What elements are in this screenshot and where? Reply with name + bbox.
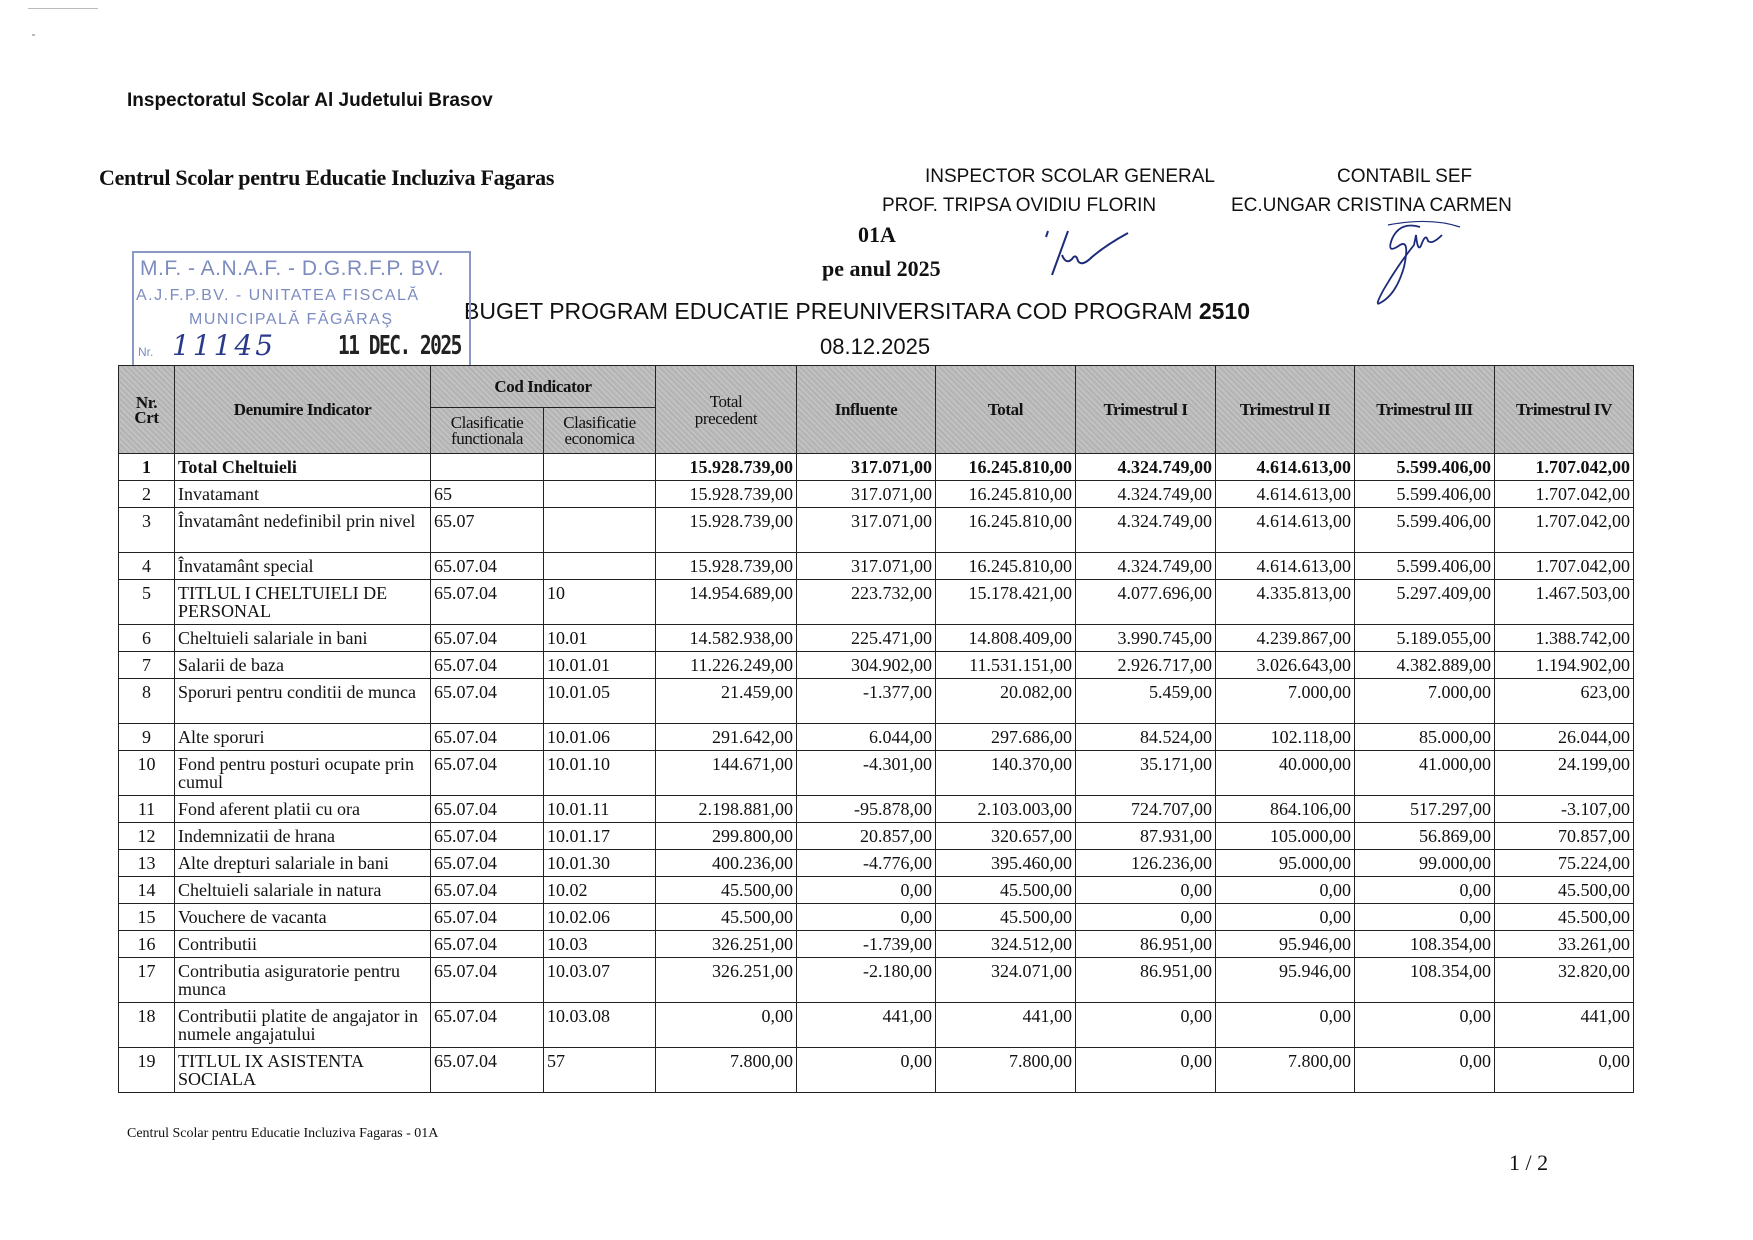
cell-nr: 4 — [119, 553, 175, 580]
cell-trim3: 56.869,00 — [1355, 823, 1495, 850]
cell-nr: 18 — [119, 1003, 175, 1048]
cell-nr: 1 — [119, 454, 175, 481]
cell-trim1: 2.926.717,00 — [1076, 652, 1216, 679]
cell-denumire: Fond pentru posturi ocupate prin cumul — [175, 751, 431, 796]
cell-clasificatie-economica: 10.01.06 — [544, 724, 656, 751]
cell-influente: 304.902,00 — [797, 652, 936, 679]
cell-total: 140.370,00 — [936, 751, 1076, 796]
cell-influente: 317.071,00 — [797, 481, 936, 508]
cell-total: 20.082,00 — [936, 679, 1076, 724]
cell-trim2: 4.614.613,00 — [1216, 481, 1355, 508]
header-total-precedent: Total precedent — [656, 366, 797, 454]
cell-trim2: 95.946,00 — [1216, 958, 1355, 1003]
scan-artifact — [28, 8, 98, 9]
table-row — [119, 850, 1634, 877]
cell-influente: 225.471,00 — [797, 625, 936, 652]
cell-influente: 317.071,00 — [797, 508, 936, 553]
cell-clasificatie-functionala: 65.07.04 — [431, 904, 544, 931]
cell-total-precedent: 299.800,00 — [656, 823, 797, 850]
cell-trim3: 41.000,00 — [1355, 751, 1495, 796]
cell-nr: 7 — [119, 652, 175, 679]
cell-clasificatie-economica: 10 — [544, 580, 656, 625]
cell-trim4: 1.467.503,00 — [1495, 580, 1634, 625]
cell-trim3: 0,00 — [1355, 904, 1495, 931]
cell-clasificatie-functionala: 65.07.04 — [431, 625, 544, 652]
cell-clasificatie-economica: 10.01 — [544, 625, 656, 652]
registration-stamp — [132, 251, 471, 365]
header-clasificatie-economica: Clasificatie economica — [544, 408, 656, 454]
cell-trim3: 7.000,00 — [1355, 679, 1495, 724]
program-title-text: BUGET PROGRAM EDUCATIE PREUNIVERSITARA COD PROGRAM — [464, 298, 1199, 324]
page-number: 1 / 2 — [1509, 1150, 1549, 1175]
cell-trim1: 4.077.696,00 — [1076, 580, 1216, 625]
cell-total-precedent: 15.928.739,00 — [656, 553, 797, 580]
cell-nr: 19 — [119, 1048, 175, 1093]
table-row — [119, 454, 1634, 481]
cell-clasificatie-economica — [544, 553, 656, 580]
cell-total: 16.245.810,00 — [936, 508, 1076, 553]
cell-denumire: Învatamânt special — [175, 553, 431, 580]
cell-clasificatie-economica: 10.01.30 — [544, 850, 656, 877]
cell-total: 7.800,00 — [936, 1048, 1076, 1093]
cell-denumire: Salarii de baza — [175, 652, 431, 679]
cell-trim2: 0,00 — [1216, 904, 1355, 931]
cell-trim1: 724.707,00 — [1076, 796, 1216, 823]
cell-trim2: 4.239.867,00 — [1216, 625, 1355, 652]
cell-total-precedent: 15.928.739,00 — [656, 508, 797, 553]
cell-influente: -1.739,00 — [797, 931, 936, 958]
cell-total-precedent: 45.500,00 — [656, 877, 797, 904]
cell-total-precedent: 14.954.689,00 — [656, 580, 797, 625]
cell-clasificatie-functionala: 65.07.04 — [431, 679, 544, 724]
cell-clasificatie-functionala: 65.07.04 — [431, 931, 544, 958]
cell-denumire: Cheltuieli salariale in natura — [175, 877, 431, 904]
document-date: 08.12.2025 — [820, 334, 931, 359]
cell-total: 324.512,00 — [936, 931, 1076, 958]
cell-influente: 0,00 — [797, 877, 936, 904]
cell-denumire: TITLUL IX ASISTENTA SOCIALA — [175, 1048, 431, 1093]
inspector-name: PROF. TRIPSA OVIDIU FLORIN — [882, 195, 1157, 216]
header-clasificatie-functionala: Clasificatie functionala — [431, 408, 544, 454]
cell-clasificatie-functionala: 65.07.04 — [431, 724, 544, 751]
cell-trim3: 99.000,00 — [1355, 850, 1495, 877]
cell-trim4: 45.500,00 — [1495, 904, 1634, 931]
cell-trim1: 84.524,00 — [1076, 724, 1216, 751]
cell-trim1: 4.324.749,00 — [1076, 508, 1216, 553]
cell-trim2: 102.118,00 — [1216, 724, 1355, 751]
cell-trim2: 105.000,00 — [1216, 823, 1355, 850]
cell-trim2: 7.800,00 — [1216, 1048, 1355, 1093]
cell-trim4: 1.707.042,00 — [1495, 508, 1634, 553]
cell-trim3: 517.297,00 — [1355, 796, 1495, 823]
cell-total: 297.686,00 — [936, 724, 1076, 751]
cell-clasificatie-economica: 10.02 — [544, 877, 656, 904]
cell-denumire: Contributia asiguratorie pentru munca — [175, 958, 431, 1003]
accountant-role: CONTABIL SEF — [1337, 166, 1473, 187]
cell-clasificatie-functionala: 65.07.04 — [431, 796, 544, 823]
cell-clasificatie-functionala: 65.07.04 — [431, 1003, 544, 1048]
cell-denumire: Indemnizatii de hrana — [175, 823, 431, 850]
cell-influente: 223.732,00 — [797, 580, 936, 625]
cell-total: 395.460,00 — [936, 850, 1076, 877]
header-trim4: Trimestrul IV — [1495, 366, 1634, 454]
cell-total-precedent: 15.928.739,00 — [656, 454, 797, 481]
cell-trim3: 5.189.055,00 — [1355, 625, 1495, 652]
cell-trim1: 0,00 — [1076, 1003, 1216, 1048]
table-row — [119, 508, 1634, 553]
cell-trim2: 0,00 — [1216, 877, 1355, 904]
cell-clasificatie-economica — [544, 508, 656, 553]
cell-clasificatie-economica: 10.03.08 — [544, 1003, 656, 1048]
cell-nr: 10 — [119, 751, 175, 796]
cell-trim3: 5.599.406,00 — [1355, 553, 1495, 580]
table-header-row — [119, 366, 1634, 408]
cell-trim4: 33.261,00 — [1495, 931, 1634, 958]
cell-trim1: 5.459,00 — [1076, 679, 1216, 724]
cell-clasificatie-economica: 10.03.07 — [544, 958, 656, 1003]
cell-trim4: 75.224,00 — [1495, 850, 1634, 877]
cell-nr: 14 — [119, 877, 175, 904]
stamp-line-3: MUNICIPALĂ FĂGĂRAŞ — [189, 311, 394, 328]
cell-denumire: Cheltuieli salariale in bani — [175, 625, 431, 652]
cell-nr: 16 — [119, 931, 175, 958]
cell-nr: 12 — [119, 823, 175, 850]
cell-trim3: 85.000,00 — [1355, 724, 1495, 751]
cell-trim4: 1.707.042,00 — [1495, 553, 1634, 580]
stamp-line-2: A.J.F.P.BV. - UNITATEA FISCALĂ — [136, 287, 420, 304]
cell-clasificatie-functionala: 65.07.04 — [431, 850, 544, 877]
cell-clasificatie-functionala: 65.07.04 — [431, 877, 544, 904]
cell-influente: 0,00 — [797, 1048, 936, 1093]
cell-total: 324.071,00 — [936, 958, 1076, 1003]
cell-influente: 20.857,00 — [797, 823, 936, 850]
cell-trim3: 5.297.409,00 — [1355, 580, 1495, 625]
cell-trim2: 95.946,00 — [1216, 931, 1355, 958]
cell-clasificatie-functionala: 65.07.04 — [431, 751, 544, 796]
cell-trim3: 0,00 — [1355, 1003, 1495, 1048]
cell-trim3: 108.354,00 — [1355, 931, 1495, 958]
cell-nr: 15 — [119, 904, 175, 931]
table-row — [119, 679, 1634, 724]
cell-clasificatie-economica: 10.01.11 — [544, 796, 656, 823]
header-nr: Nr. Crt — [119, 366, 175, 454]
cell-trim4: 1.707.042,00 — [1495, 454, 1634, 481]
cell-influente: -4.776,00 — [797, 850, 936, 877]
cell-nr: 5 — [119, 580, 175, 625]
cell-trim1: 35.171,00 — [1076, 751, 1216, 796]
budget-year: pe anul 2025 — [822, 256, 941, 281]
cell-trim1: 0,00 — [1076, 904, 1216, 931]
cell-trim1: 86.951,00 — [1076, 931, 1216, 958]
table-row — [119, 958, 1634, 1003]
scan-artifact — [32, 34, 35, 36]
cell-total-precedent: 7.800,00 — [656, 1048, 797, 1093]
cell-total-precedent: 144.671,00 — [656, 751, 797, 796]
form-code: 01A — [858, 222, 896, 247]
unit-title: Centrul Scolar pentru Educatie Incluziva Fagaras — [99, 165, 555, 190]
cell-denumire: Contributii — [175, 931, 431, 958]
cell-influente: 317.071,00 — [797, 454, 936, 481]
cell-influente: 317.071,00 — [797, 553, 936, 580]
accountant-name: EC.UNGAR CRISTINA CARMEN — [1231, 195, 1512, 216]
cell-trim4: 1.194.902,00 — [1495, 652, 1634, 679]
stamp-registration-date: 11 DEC. 2025 — [338, 331, 461, 361]
cell-trim4: -3.107,00 — [1495, 796, 1634, 823]
cell-total-precedent: 21.459,00 — [656, 679, 797, 724]
cell-clasificatie-functionala: 65.07.04 — [431, 580, 544, 625]
cell-influente: -1.377,00 — [797, 679, 936, 724]
cell-denumire: Invatamant — [175, 481, 431, 508]
cell-clasificatie-economica — [544, 454, 656, 481]
stamp-nr-label: Nr. — [138, 345, 154, 359]
cell-total-precedent: 326.251,00 — [656, 958, 797, 1003]
header-trim2: Trimestrul II — [1216, 366, 1355, 454]
cell-total: 11.531.151,00 — [936, 652, 1076, 679]
cell-denumire: Învatamânt nedefinibil prin nivel — [175, 508, 431, 553]
cell-trim2: 3.026.643,00 — [1216, 652, 1355, 679]
cell-trim3: 4.382.889,00 — [1355, 652, 1495, 679]
cell-clasificatie-economica: 10.01.17 — [544, 823, 656, 850]
cell-denumire: Fond aferent platii cu ora — [175, 796, 431, 823]
cell-clasificatie-economica: 10.02.06 — [544, 904, 656, 931]
cell-trim1: 86.951,00 — [1076, 958, 1216, 1003]
cell-total-precedent: 15.928.739,00 — [656, 481, 797, 508]
cell-total: 16.245.810,00 — [936, 553, 1076, 580]
cell-clasificatie-functionala — [431, 454, 544, 481]
cell-clasificatie-functionala: 65.07.04 — [431, 553, 544, 580]
table-row — [119, 553, 1634, 580]
cell-trim1: 0,00 — [1076, 877, 1216, 904]
table-row — [119, 625, 1634, 652]
cell-influente: 6.044,00 — [797, 724, 936, 751]
cell-denumire: Sporuri pentru conditii de munca — [175, 679, 431, 724]
cell-trim1: 4.324.749,00 — [1076, 481, 1216, 508]
cell-trim3: 5.599.406,00 — [1355, 508, 1495, 553]
cell-total: 16.245.810,00 — [936, 454, 1076, 481]
cell-influente: -95.878,00 — [797, 796, 936, 823]
cell-trim2: 0,00 — [1216, 1003, 1355, 1048]
cell-total-precedent: 291.642,00 — [656, 724, 797, 751]
cell-clasificatie-functionala: 65.07.04 — [431, 958, 544, 1003]
header-denumire: Denumire Indicator — [175, 366, 431, 454]
table-row — [119, 877, 1634, 904]
table-row — [119, 796, 1634, 823]
stamp-line-1: M.F. - A.N.A.F. - D.G.R.F.P. BV. — [140, 257, 445, 280]
inspector-signature-icon — [1040, 225, 1140, 285]
cell-trim1: 87.931,00 — [1076, 823, 1216, 850]
institution-title: Inspectoratul Scolar Al Judetului Brasov — [127, 90, 493, 111]
cell-total: 320.657,00 — [936, 823, 1076, 850]
inspector-role: INSPECTOR SCOLAR GENERAL — [925, 166, 1216, 187]
cell-trim1: 4.324.749,00 — [1076, 454, 1216, 481]
cell-total-precedent: 400.236,00 — [656, 850, 797, 877]
cell-clasificatie-functionala: 65.07 — [431, 508, 544, 553]
cell-trim3: 0,00 — [1355, 1048, 1495, 1093]
cell-denumire: Alte drepturi salariale in bani — [175, 850, 431, 877]
cell-total-precedent: 45.500,00 — [656, 904, 797, 931]
cell-trim4: 0,00 — [1495, 1048, 1634, 1093]
cell-trim4: 70.857,00 — [1495, 823, 1634, 850]
cell-trim3: 0,00 — [1355, 877, 1495, 904]
cell-trim4: 24.199,00 — [1495, 751, 1634, 796]
table-row — [119, 823, 1634, 850]
cell-nr: 3 — [119, 508, 175, 553]
accountant-signature-icon — [1370, 215, 1480, 315]
cell-denumire: Alte sporuri — [175, 724, 431, 751]
cell-trim3: 5.599.406,00 — [1355, 454, 1495, 481]
header-cod-indicator: Cod Indicator — [431, 366, 656, 408]
cell-clasificatie-functionala: 65.07.04 — [431, 652, 544, 679]
cell-trim2: 4.335.813,00 — [1216, 580, 1355, 625]
cell-clasificatie-economica: 10.03 — [544, 931, 656, 958]
cell-trim2: 4.614.613,00 — [1216, 553, 1355, 580]
stamp-registration-number: 11145 — [172, 329, 277, 362]
cell-trim2: 7.000,00 — [1216, 679, 1355, 724]
cell-nr: 13 — [119, 850, 175, 877]
cell-denumire: TITLUL I CHELTUIELI DE PERSONAL — [175, 580, 431, 625]
cell-nr: 8 — [119, 679, 175, 724]
program-title — [464, 298, 1250, 325]
cell-total: 441,00 — [936, 1003, 1076, 1048]
cell-trim1: 126.236,00 — [1076, 850, 1216, 877]
cell-clasificatie-economica: 10.01.10 — [544, 751, 656, 796]
cell-trim3: 108.354,00 — [1355, 958, 1495, 1003]
cell-trim4: 26.044,00 — [1495, 724, 1634, 751]
cell-trim4: 1.388.742,00 — [1495, 625, 1634, 652]
cell-total: 15.178.421,00 — [936, 580, 1076, 625]
cell-nr: 6 — [119, 625, 175, 652]
table-row — [119, 751, 1634, 796]
cell-trim1: 3.990.745,00 — [1076, 625, 1216, 652]
cell-nr: 17 — [119, 958, 175, 1003]
cell-trim4: 45.500,00 — [1495, 877, 1634, 904]
cell-trim4: 441,00 — [1495, 1003, 1634, 1048]
cell-nr: 11 — [119, 796, 175, 823]
table-row — [119, 1048, 1634, 1093]
header-total: Total — [936, 366, 1076, 454]
cell-clasificatie-economica: 57 — [544, 1048, 656, 1093]
cell-clasificatie-economica: 10.01.01 — [544, 652, 656, 679]
cell-clasificatie-functionala: 65.07.04 — [431, 823, 544, 850]
cell-trim2: 4.614.613,00 — [1216, 508, 1355, 553]
cell-denumire: Total Cheltuieli — [175, 454, 431, 481]
cell-total: 14.808.409,00 — [936, 625, 1076, 652]
cell-denumire: Vouchere de vacanta — [175, 904, 431, 931]
cell-clasificatie-economica — [544, 481, 656, 508]
cell-trim4: 623,00 — [1495, 679, 1634, 724]
cell-influente: 441,00 — [797, 1003, 936, 1048]
cell-total-precedent: 2.198.881,00 — [656, 796, 797, 823]
cell-clasificatie-functionala: 65 — [431, 481, 544, 508]
cell-trim2: 95.000,00 — [1216, 850, 1355, 877]
cell-influente: -4.301,00 — [797, 751, 936, 796]
cell-trim1: 4.324.749,00 — [1076, 553, 1216, 580]
cell-total: 16.245.810,00 — [936, 481, 1076, 508]
table-row — [119, 580, 1634, 625]
cell-total-precedent: 11.226.249,00 — [656, 652, 797, 679]
cell-trim1: 0,00 — [1076, 1048, 1216, 1093]
table-row — [119, 904, 1634, 931]
cell-trim4: 32.820,00 — [1495, 958, 1634, 1003]
table-body — [119, 454, 1634, 1093]
table-row — [119, 652, 1634, 679]
cell-trim2: 4.614.613,00 — [1216, 454, 1355, 481]
cell-total-precedent: 0,00 — [656, 1003, 797, 1048]
cell-trim2: 864.106,00 — [1216, 796, 1355, 823]
cell-nr: 9 — [119, 724, 175, 751]
cell-total: 45.500,00 — [936, 904, 1076, 931]
program-code: 2510 — [1198, 298, 1250, 324]
table-row — [119, 724, 1634, 751]
cell-total-precedent: 14.582.938,00 — [656, 625, 797, 652]
header-trim1: Trimestrul I — [1076, 366, 1216, 454]
header-trim3: Trimestrul III — [1355, 366, 1495, 454]
cell-trim4: 1.707.042,00 — [1495, 481, 1634, 508]
footer-note: Centrul Scolar pentru Educatie Incluziva Fagaras - 01A — [127, 1126, 439, 1141]
cell-nr: 2 — [119, 481, 175, 508]
cell-influente: 0,00 — [797, 904, 936, 931]
cell-influente: -2.180,00 — [797, 958, 936, 1003]
cell-trim2: 40.000,00 — [1216, 751, 1355, 796]
table-row — [119, 1003, 1634, 1048]
budget-table — [118, 365, 1634, 1093]
cell-trim3: 5.599.406,00 — [1355, 481, 1495, 508]
cell-total: 2.103.003,00 — [936, 796, 1076, 823]
cell-denumire: Contributii platite de angajator in numele angajatului — [175, 1003, 431, 1048]
table-row — [119, 481, 1634, 508]
cell-total-precedent: 326.251,00 — [656, 931, 797, 958]
cell-clasificatie-functionala: 65.07.04 — [431, 1048, 544, 1093]
cell-clasificatie-economica: 10.01.05 — [544, 679, 656, 724]
header-influente: Influente — [797, 366, 936, 454]
table-row — [119, 931, 1634, 958]
cell-total: 45.500,00 — [936, 877, 1076, 904]
